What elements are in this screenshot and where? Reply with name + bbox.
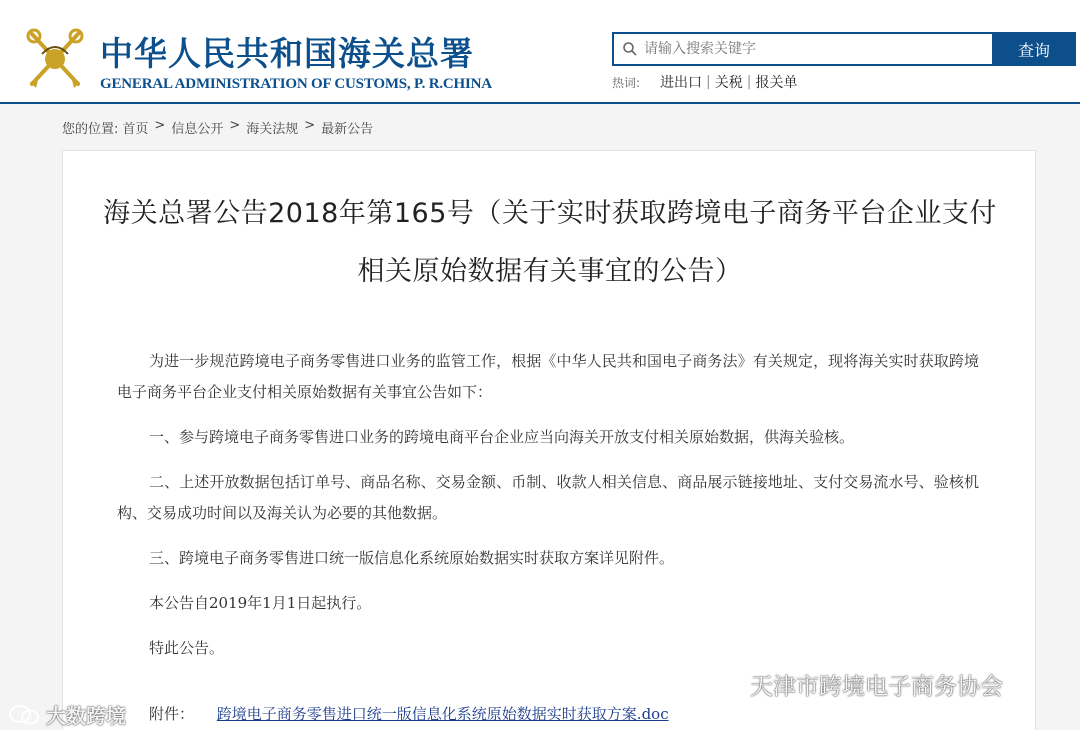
breadcrumb-item-regulations[interactable]: 海关法规 (246, 122, 299, 137)
breadcrumb-prefix: 您的位置: (62, 122, 119, 137)
search-icon (622, 41, 638, 57)
hot-word-divider: | (746, 74, 752, 90)
breadcrumb (62, 118, 373, 137)
breadcrumb-separator: > (304, 118, 316, 133)
attachment-link[interactable]: 跨境电子商务零售进口统一版信息化系统原始数据实时获取方案.doc (216, 705, 669, 723)
article-body (117, 346, 979, 664)
hot-words-label: 热词: (612, 75, 641, 90)
article-paragraph: 本公告自2019年1月1日起执行。 (149, 594, 372, 612)
attachment (149, 703, 669, 724)
hot-word-divider: | (706, 74, 711, 90)
article-paragraph: 三、跨境电子商务零售进口统一版信息化系统原始数据实时获取方案详见附件。 (149, 549, 675, 567)
wechat-icon (8, 704, 40, 726)
hot-words (612, 72, 801, 92)
hot-word-link[interactable]: 报关单 (755, 75, 798, 91)
watermark-right-text: 天津市跨境电子商务协会 (750, 674, 1003, 700)
site-subtitle: GENERAL ADMINISTRATION OF CUSTOMS, P. R.CHINA (100, 76, 492, 92)
hot-word-link[interactable]: 进出口 (660, 75, 703, 91)
attachment-label: 附件： (149, 705, 195, 723)
search-input[interactable] (644, 41, 974, 57)
article-paragraph: 二、上述开放数据包括订单号、商品名称、交易金额、币制、收款人相关信息、商品展示链接地址、支付交易流水号、验核机构、交易成功时间以及海关认为必要的其他数据。 (117, 473, 979, 522)
watermark-right (706, 668, 1003, 701)
watermark-left (8, 700, 126, 729)
breadcrumb-separator: > (154, 118, 166, 133)
article-paragraph: 特此公告。 (149, 639, 225, 657)
article-title: 海关总署公告2018年第165号（关于实时获取跨境电子商务平台企业支付相关原始数据有关事宜的公告） (103, 198, 997, 287)
search-box[interactable] (612, 32, 992, 66)
customs-emblem-icon[interactable] (22, 24, 88, 94)
breadcrumb-item-home[interactable]: 首页 (122, 122, 149, 137)
wechat-icon (706, 672, 742, 698)
article-panel (62, 150, 1036, 730)
breadcrumb-separator: > (229, 118, 241, 133)
watermark-left-text: 大数跨境 (46, 704, 126, 728)
article-paragraph: 一、参与跨境电子商务零售进口业务的跨境电商平台企业应当向海关开放支付相关原始数据，供海关验核。 (149, 428, 855, 446)
site-header (0, 0, 1080, 104)
search-button[interactable]: 查询 (992, 32, 1076, 66)
hot-word-link[interactable]: 关税 (714, 75, 743, 91)
site-title[interactable]: 中华人民共和国海关总署 (100, 34, 474, 73)
breadcrumb-item-info[interactable]: 信息公开 (171, 122, 224, 137)
article-paragraph: 为进一步规范跨境电子商务零售进口业务的监管工作，根据《中华人民共和国电子商务法》有关规定，现将海关实时获取跨境电子商务平台企业支付相关原始数据有关事宜公告如下： (117, 352, 979, 401)
breadcrumb-item-announcements[interactable]: 最新公告 (321, 122, 374, 137)
